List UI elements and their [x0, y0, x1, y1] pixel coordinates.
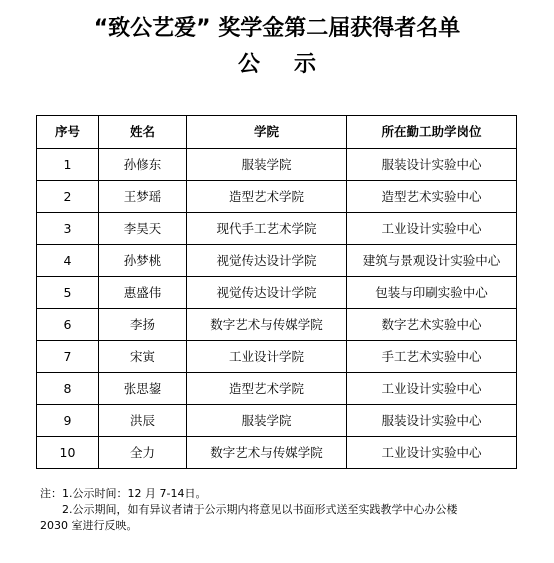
cell-number: 3: [37, 213, 99, 245]
cell-name: 全力: [99, 437, 187, 469]
table-row: [37, 277, 517, 309]
note-line-2: 2.公示期间，如有异议者请于公示期内将意见以书面形式送至实践教学中心办公楼: [62, 503, 458, 516]
cell-name: 张思鋆: [99, 373, 187, 405]
cell-name: 宋寅: [99, 341, 187, 373]
cell-number: 10: [37, 437, 99, 469]
cell-college: 服装学院: [187, 149, 347, 181]
table-row: [37, 149, 517, 181]
header-number: 序号: [37, 116, 99, 149]
table-row: [37, 437, 517, 469]
note-line-3: 2030 室进行反映。: [40, 519, 138, 532]
cell-name: 洪辰: [99, 405, 187, 437]
cell-college: 数字艺术与传媒学院: [187, 309, 347, 341]
cell-name: 惠盛伟: [99, 277, 187, 309]
cell-position: 数字艺术实验中心: [347, 309, 517, 341]
cell-position: 手工艺术实验中心: [347, 341, 517, 373]
cell-college: 工业设计学院: [187, 341, 347, 373]
table-row: [37, 405, 517, 437]
table-row: [37, 373, 517, 405]
cell-name: 李昊天: [99, 213, 187, 245]
table-header-row: [37, 116, 517, 149]
cell-college: 视觉传达设计学院: [187, 245, 347, 277]
cell-college: 现代手工艺术学院: [187, 213, 347, 245]
notes-section: [40, 486, 540, 534]
table-row: [37, 309, 517, 341]
cell-position: 服装设计实验中心: [347, 405, 517, 437]
cell-position: 包装与印刷实验中心: [347, 277, 517, 309]
cell-position: 工业设计实验中心: [347, 213, 517, 245]
table-row: [37, 213, 517, 245]
cell-position: 工业设计实验中心: [347, 373, 517, 405]
cell-number: 7: [37, 341, 99, 373]
cell-number: 4: [37, 245, 99, 277]
cell-name: 李扬: [99, 309, 187, 341]
cell-name: 孙梦桃: [99, 245, 187, 277]
cell-position: 建筑与景观设计实验中心: [347, 245, 517, 277]
cell-name: 王梦瑶: [99, 181, 187, 213]
cell-number: 6: [37, 309, 99, 341]
cell-college: 服装学院: [187, 405, 347, 437]
cell-position: 工业设计实验中心: [347, 437, 517, 469]
document-title: “致公艺爱” 奖学金第二届获得者名单: [93, 16, 461, 41]
cell-college: 视觉传达设计学院: [187, 277, 347, 309]
cell-position: 造型艺术实验中心: [347, 181, 517, 213]
header-college: 学院: [187, 116, 347, 149]
header-position: 所在勤工助学岗位: [347, 116, 517, 149]
cell-position: 服装设计实验中心: [347, 149, 517, 181]
document-subtitle: 公示: [237, 52, 350, 77]
cell-number: 2: [37, 181, 99, 213]
note-line-1: 注：1.公示时间：12 月 7-14日。: [40, 487, 207, 500]
cell-number: 1: [37, 149, 99, 181]
cell-college: 造型艺术学院: [187, 181, 347, 213]
award-list-table: [36, 115, 517, 469]
table-row: [37, 341, 517, 373]
cell-number: 5: [37, 277, 99, 309]
table-row: [37, 181, 517, 213]
table-row: [37, 245, 517, 277]
cell-name: 孙修东: [99, 149, 187, 181]
cell-college: 数字艺术与传媒学院: [187, 437, 347, 469]
cell-college: 造型艺术学院: [187, 373, 347, 405]
cell-number: 9: [37, 405, 99, 437]
cell-number: 8: [37, 373, 99, 405]
header-name: 姓名: [99, 116, 187, 149]
